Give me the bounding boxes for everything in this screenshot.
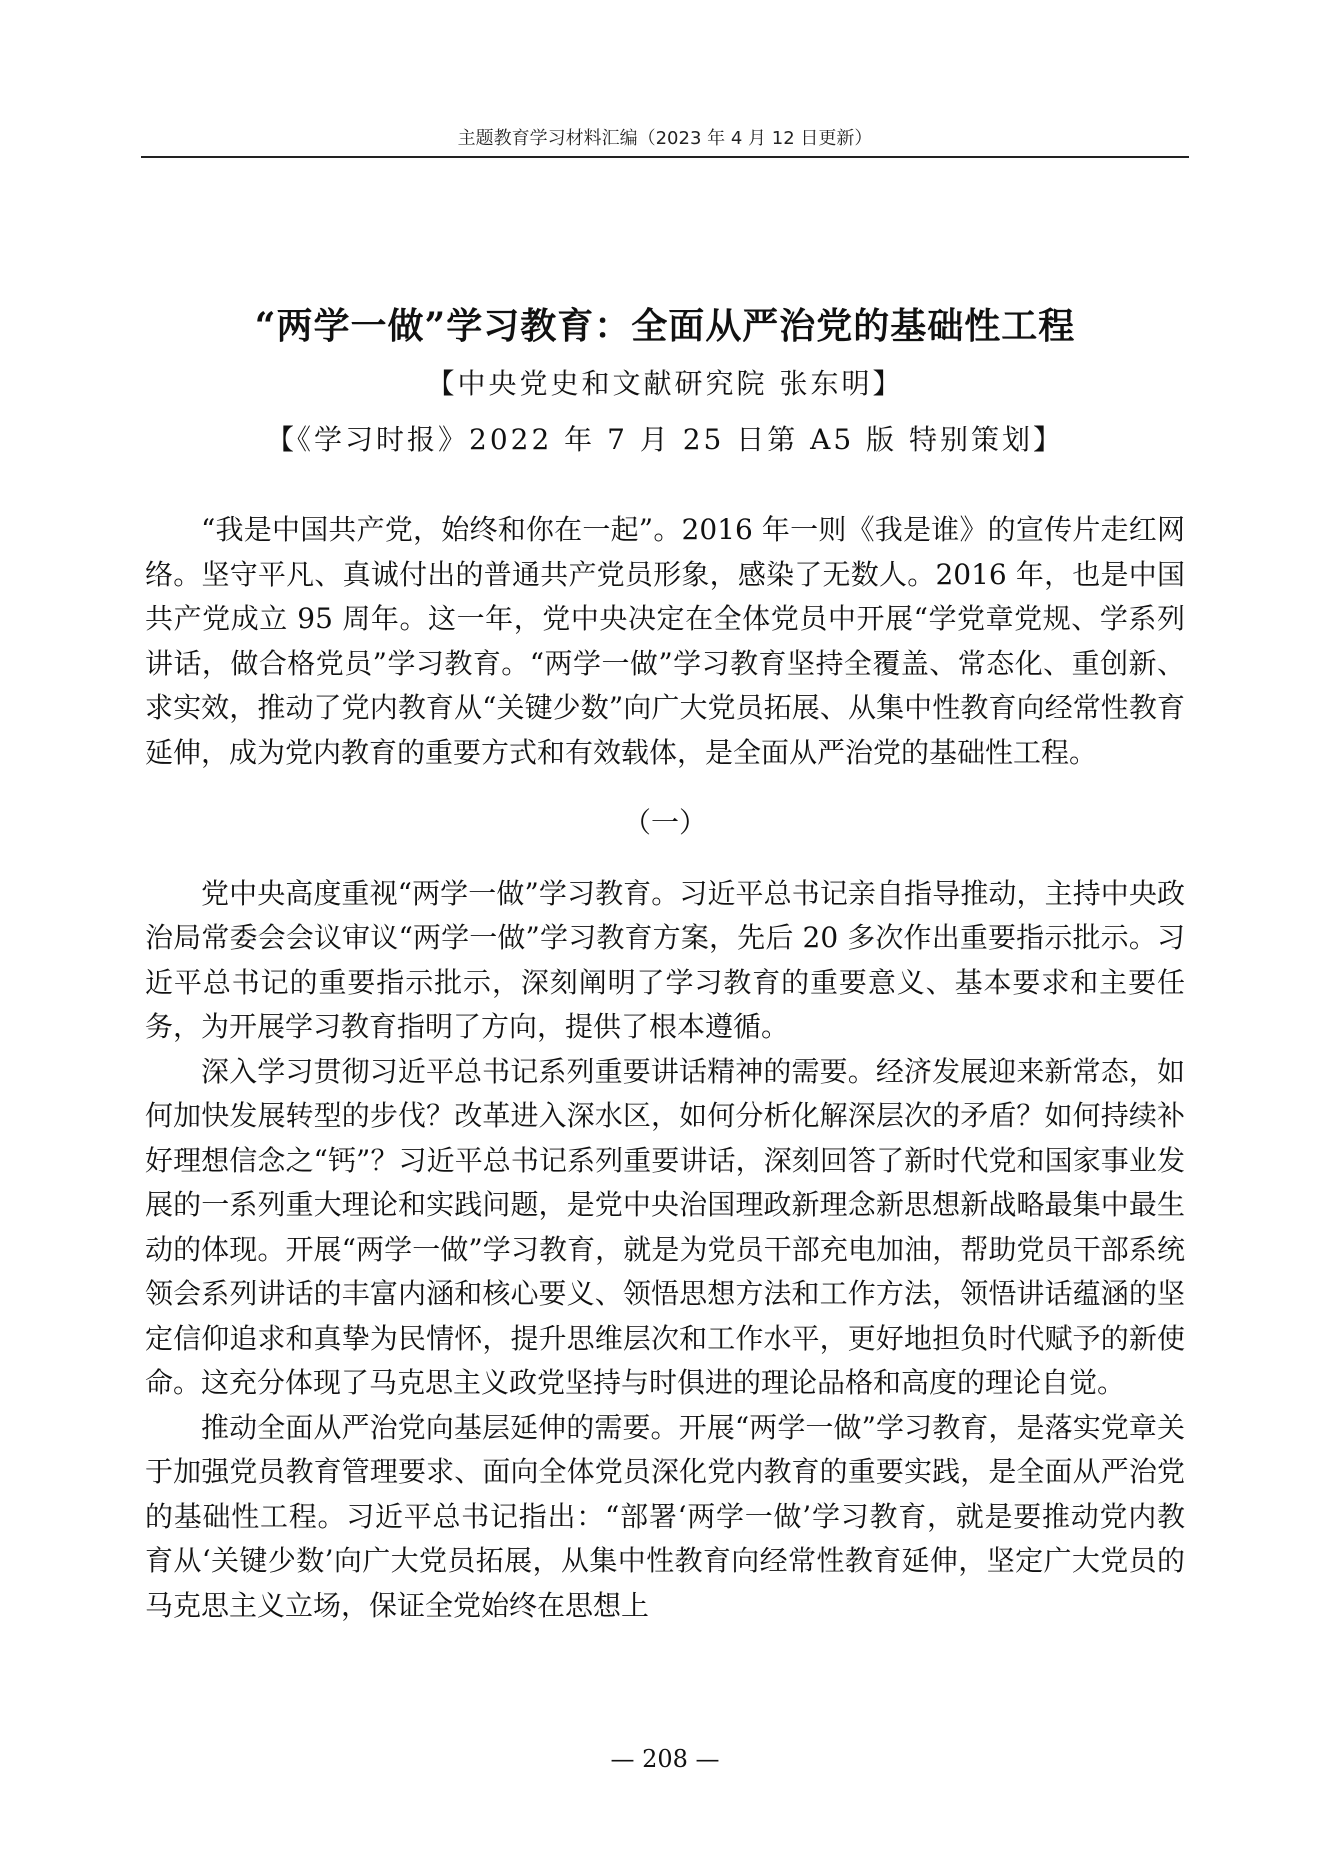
- page-number: — 208 —: [610, 1745, 720, 1773]
- author-line: 【中央党史和文献研究院 张东明】: [426, 367, 904, 400]
- body-paragraph: 推动全面从严治党向基层延伸的需要。开展“两学一做”学习教育，是落实党章关于加强党员教育管理要求、面向全体党员深化党内教育的重要实践，是全面从严治党的基础性工程。习近平总书记指出：“部署‘两学一做’学习教育，就是要推动党内教育从‘关键少数’向广大党员拓展，从集中性教育向经常性教育延伸，坚定广大党员的马克思主义立场，保证全党始终在思想上: [145, 1410, 1185, 1622]
- body-paragraph: 党中央高度重视“两学一做”学习教育。习近平总书记亲自指导推动，主持中央政治局常委会会议审议“两学一做”学习教育方案，先后 20 多次作出重要指示批示。习近平总书记的重要指示批示，深刻阐明了学习教育的重要意义、基本要求和主要任务，为开展学习教育指明了方向，提供了根本遵循。: [145, 876, 1185, 1043]
- running-header: 主题教育学习材料汇编（2023 年 4 月 12 日更新）: [457, 128, 873, 149]
- lead-paragraph: “我是中国共产党，始终和你在一起”。2016 年一则《我是谁》的宣传片走红网络。坚守平凡、真诚付出的普通共产党员形象，感染了无数人。2016 年，也是中国共产党成立 95 周年。这一年，党中央决定在全体党员中开展“学党章党规、学系列讲话，做合格党员”学习教育。“两学一做”学习教育坚持全覆盖、常态化、重创新、求实效，推动了党内教育从“关键少数”向广大党员拓展、从集中性教育向经常性教育延伸，成为党内教育的重要方式和有效载体，是全面从严治党的基础性工程。: [145, 513, 1185, 769]
- body-paragraph: 深入学习贯彻习近平总书记系列重要讲话精神的需要。经济发展迎来新常态，如何加快发展转型的步伐？改革进入深水区，如何分析化解深层次的矛盾？如何持续补好理想信念之“钙”？习近平总书记系列重要讲话，深刻回答了新时代党和国家事业发展的一系列重大理论和实践问题，是党中央治国理政新理念新思想新战略最集中最生动的体现。开展“两学一做”学习教育，就是为党员干部充电加油，帮助党员干部系统领会系列讲话的丰富内涵和核心要义、领悟思想方法和工作方法，领悟讲话蕴涵的坚定信仰追求和真挚为民情怀，提升思维层次和工作水平，更好地担负时代赋予的新使命。这充分体现了马克思主义政党坚持与时俱进的理论品格和高度的理论自觉。: [145, 1054, 1185, 1399]
- header-rule: [141, 156, 1189, 158]
- section-heading: （一）: [622, 806, 707, 839]
- article-body: [145, 508, 1185, 1628]
- article-title: “两学一做”学习教育：全面从严治党的基础性工程: [254, 305, 1076, 347]
- source-line: 【《学习时报》2022 年 7 月 25 日第 A5 版 特别策划】: [266, 423, 1064, 456]
